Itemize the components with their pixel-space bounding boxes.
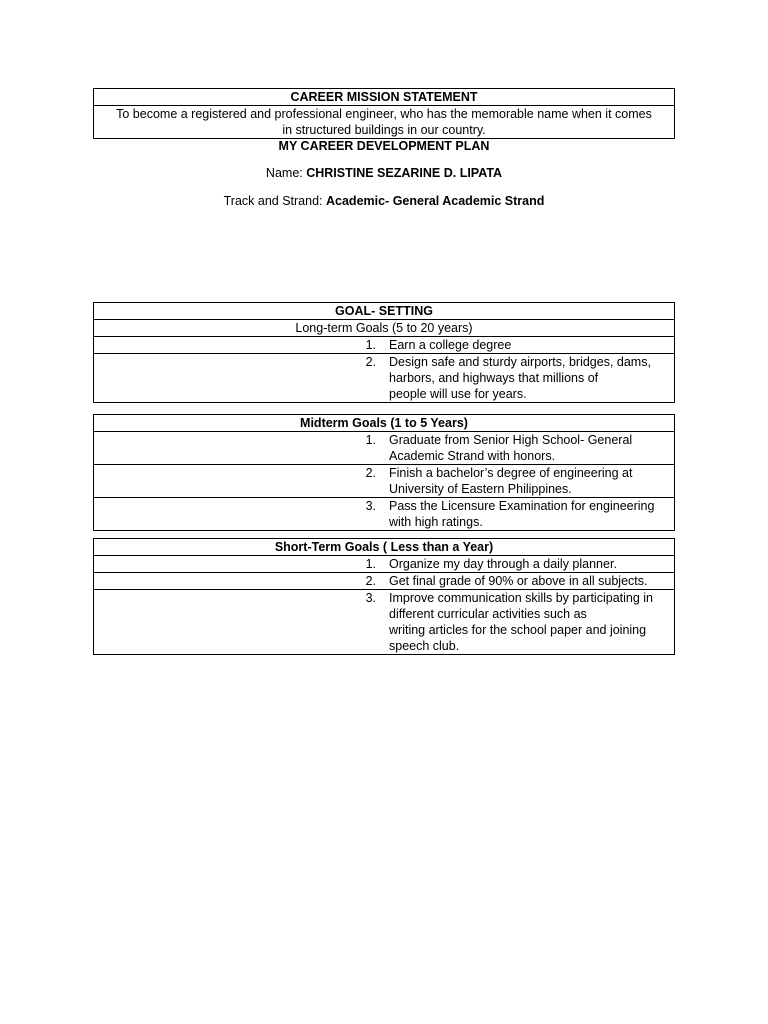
item-text-line: Earn a college degree [389,338,512,352]
mission-text [94,106,675,139]
table-row [94,337,675,354]
midterm-title: Midterm Goals (1 to 5 Years) [94,415,675,432]
table-row [94,590,675,655]
mission-text-line: in structured buildings in our country. [282,123,486,137]
item-text: Get final grade of 90% or above in all subjects. [384,573,675,590]
midterm-goals-table [93,414,675,531]
table-row [94,465,675,498]
table-row [94,432,675,465]
item-text-line: Design safe and sturdy airports, bridges, dams, harbors, and highways that millions of [389,355,651,385]
item-number: 1. [94,432,385,465]
table-row [94,354,675,403]
item-text-line: Improve communication skills by participating in different curricular activities such as [389,591,653,621]
short-term-title: Short-Term Goals ( Less than a Year) [94,539,675,556]
mission-text-line: To become a registered and professional engineer, who has the memorable name when it comes [116,107,652,121]
track-value: Academic- General Academic Strand [326,194,545,208]
long-term-goals-table [93,302,675,403]
item-number: 3. [94,590,385,655]
item-number: 2. [94,465,385,498]
name-value: CHRISTINE SEZARINE D. LIPATA [306,166,503,180]
item-text: Finish a bachelor’s degree of engineering at University of Eastern Philippines. [384,465,675,498]
plan-title: MY CAREER DEVELOPMENT PLAN [278,139,490,153]
item-text [384,354,675,403]
name-line [0,165,768,181]
goal-setting-title: GOAL- SETTING [94,303,675,320]
item-text: Pass the Licensure Examination for engineering with high ratings. [384,498,675,531]
mission-title: CAREER MISSION STATEMENT [94,89,675,106]
item-text [384,337,675,354]
long-term-subtitle: Long-term Goals (5 to 20 years) [94,320,675,337]
item-number: 1. [94,556,385,573]
table-row [94,498,675,531]
item-number: 1. [94,337,385,354]
table-row [94,556,675,573]
item-text-line: writing articles for the school paper and joining speech club. [389,623,647,653]
item-text [384,590,675,655]
item-text: Organize my day through a daily planner. [384,556,675,573]
name-label: Name: [265,166,307,180]
item-text: Graduate from Senior High School- General Academic Strand with honors. [384,432,675,465]
short-term-goals-table [93,538,675,655]
track-line [0,193,768,209]
item-number: 3. [94,498,385,531]
item-number: 2. [94,354,385,403]
track-label: Track and Strand: [223,194,326,208]
item-number: 2. [94,573,385,590]
mission-table [93,88,675,139]
item-text-line: people will use for years. [389,387,527,401]
table-row [94,573,675,590]
